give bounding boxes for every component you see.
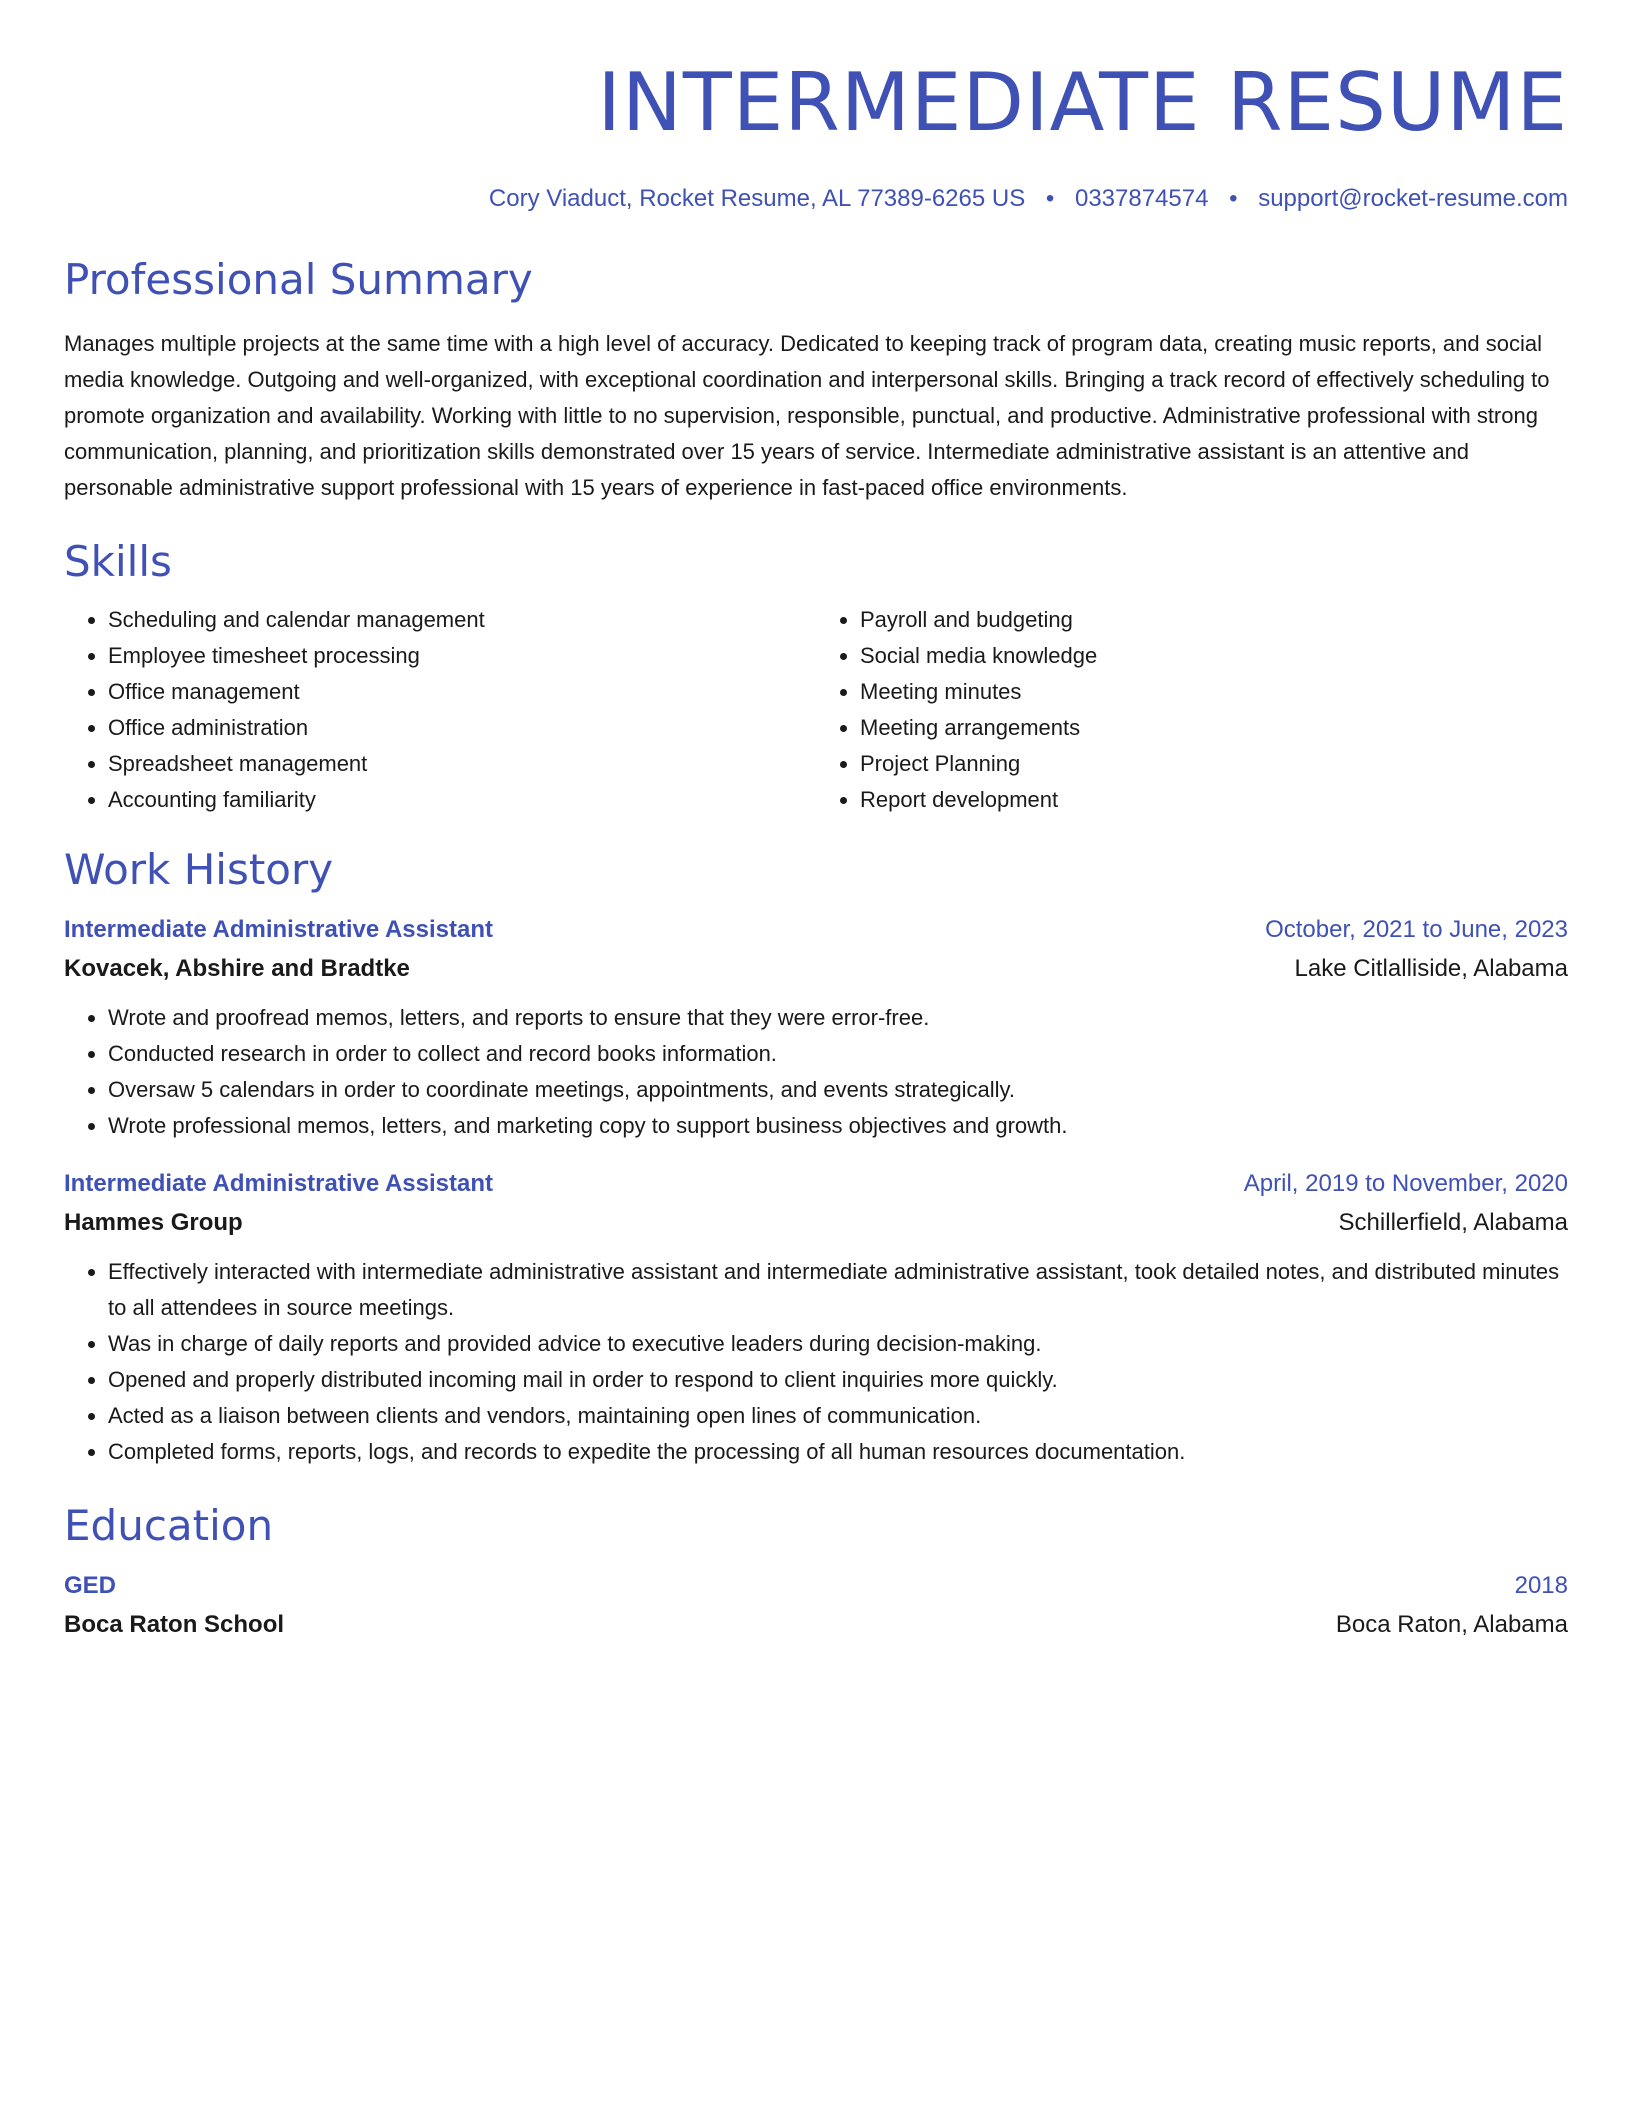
education-degree: GED <box>64 1572 117 1599</box>
contact-phone: 0337874574 <box>1074 185 1209 212</box>
summary-section <box>64 252 1568 506</box>
job-entry <box>64 1164 1568 1470</box>
skills-list-right <box>816 602 1568 818</box>
job-bullet: • Opened and properly distributed incoming mail in order to respond to client inquiries more quickly. <box>108 1362 1568 1398</box>
work-history-section <box>64 842 1568 1470</box>
education-year: 2018 <box>1514 1572 1568 1599</box>
job-company-row <box>64 950 1568 988</box>
skill-item: • Social media knowledge <box>860 638 1568 674</box>
job-title: Intermediate Administrative Assistant <box>64 916 494 943</box>
skills-section <box>64 534 1568 818</box>
education-heading: Education <box>64 1501 274 1550</box>
job-bullet: • Wrote and proofread memos, letters, and reports to ensure that they were error-free. <box>108 1000 1568 1036</box>
skill-item: • Office administration <box>108 710 816 746</box>
skill-item: • Project Planning <box>860 746 1568 782</box>
work-history-heading: Work History <box>64 845 334 894</box>
education-section <box>64 1498 1568 1644</box>
education-degree-row <box>64 1566 1568 1606</box>
skill-item: • Employee timesheet processing <box>108 638 816 674</box>
contact-separator: • <box>1229 185 1238 212</box>
job-title: Intermediate Administrative Assistant <box>64 1170 494 1197</box>
job-bullet: • Acted as a liaison between clients and vendors, maintaining open lines of communication. <box>108 1398 1568 1434</box>
education-school: Boca Raton School <box>64 1611 285 1638</box>
skill-item: • Accounting familiarity <box>108 782 816 818</box>
resume-name: INTERMEDIATE RESUME <box>597 56 1568 149</box>
skills-grid <box>64 602 1568 818</box>
job-bullet: • Was in charge of daily reports and provided advice to executive leaders during decision-making. <box>108 1326 1568 1362</box>
skill-item: • Meeting arrangements <box>860 710 1568 746</box>
job-entry <box>64 910 1568 1144</box>
job-company-row <box>64 1204 1568 1242</box>
education-school-row <box>64 1606 1568 1644</box>
skills-list-left <box>64 602 816 818</box>
job-company: Hammes Group <box>64 1209 243 1236</box>
job-title-row <box>64 910 1568 950</box>
job-bullet: • Effectively interacted with intermediate administrative assistant and intermediate administrative assistant, took detailed notes, and distributed minutes to all attendees in source meetings. <box>108 1254 1568 1326</box>
resume-header <box>64 48 1568 216</box>
job-bullets <box>64 1000 1568 1144</box>
skill-item: • Meeting minutes <box>860 674 1568 710</box>
job-company: Kovacek, Abshire and Bradtke <box>64 955 410 982</box>
contact-separator: • <box>1045 185 1055 212</box>
contact-address: Cory Viaduct, Rocket Resume, AL 77389-6265 US <box>488 185 1026 212</box>
skill-item: • Payroll and budgeting <box>860 602 1568 638</box>
contact-line <box>64 182 1568 216</box>
summary-text: Manages multiple projects at the same time with a high level of accuracy. Dedicated to keeping track of program data, creating music reports, and social media knowledge. Outgoing and well-organized, with exceptional coordination and interpersonal skills. Bringing a track record of effectively scheduling to promote organization and availability. Working with little to no supervision, responsible, punctual, and productive. Administrative professional with strong communication, planning, and prioritization skills demonstrated over 15 years of service. Intermediate administrative assistant is an attentive and personable administrative support professional with 15 years of experience in fast-paced office environments. <box>64 331 1550 500</box>
skill-item: • Office management <box>108 674 816 710</box>
contact-email: support@rocket-resume.com <box>1258 185 1568 212</box>
education-entry <box>64 1566 1568 1644</box>
job-bullet: • Completed forms, reports, logs, and records to expedite the processing of all human resources documentation. <box>108 1434 1568 1470</box>
skill-item: • Spreadsheet management <box>108 746 816 782</box>
job-dates: April, 2019 to November, 2020 <box>1243 1170 1568 1197</box>
education-location: Boca Raton, Alabama <box>1335 1611 1568 1638</box>
job-bullet: • Conducted research in order to collect and record books information. <box>108 1036 1568 1072</box>
skills-heading: Skills <box>64 537 172 586</box>
job-bullet: • Wrote professional memos, letters, and marketing copy to support business objectives and growth. <box>108 1108 1568 1144</box>
skill-item: • Scheduling and calendar management <box>108 602 816 638</box>
job-location: Lake Citlalliside, Alabama <box>1294 955 1568 982</box>
summary-heading: Professional Summary <box>64 255 533 304</box>
job-bullets <box>64 1254 1568 1470</box>
job-dates: October, 2021 to June, 2023 <box>1265 916 1568 943</box>
job-title-row <box>64 1164 1568 1204</box>
job-location: Schillerfield, Alabama <box>1338 1209 1568 1236</box>
job-bullet: • Oversaw 5 calendars in order to coordinate meetings, appointments, and events strategically. <box>108 1072 1568 1108</box>
skill-item: • Report development <box>860 782 1568 818</box>
